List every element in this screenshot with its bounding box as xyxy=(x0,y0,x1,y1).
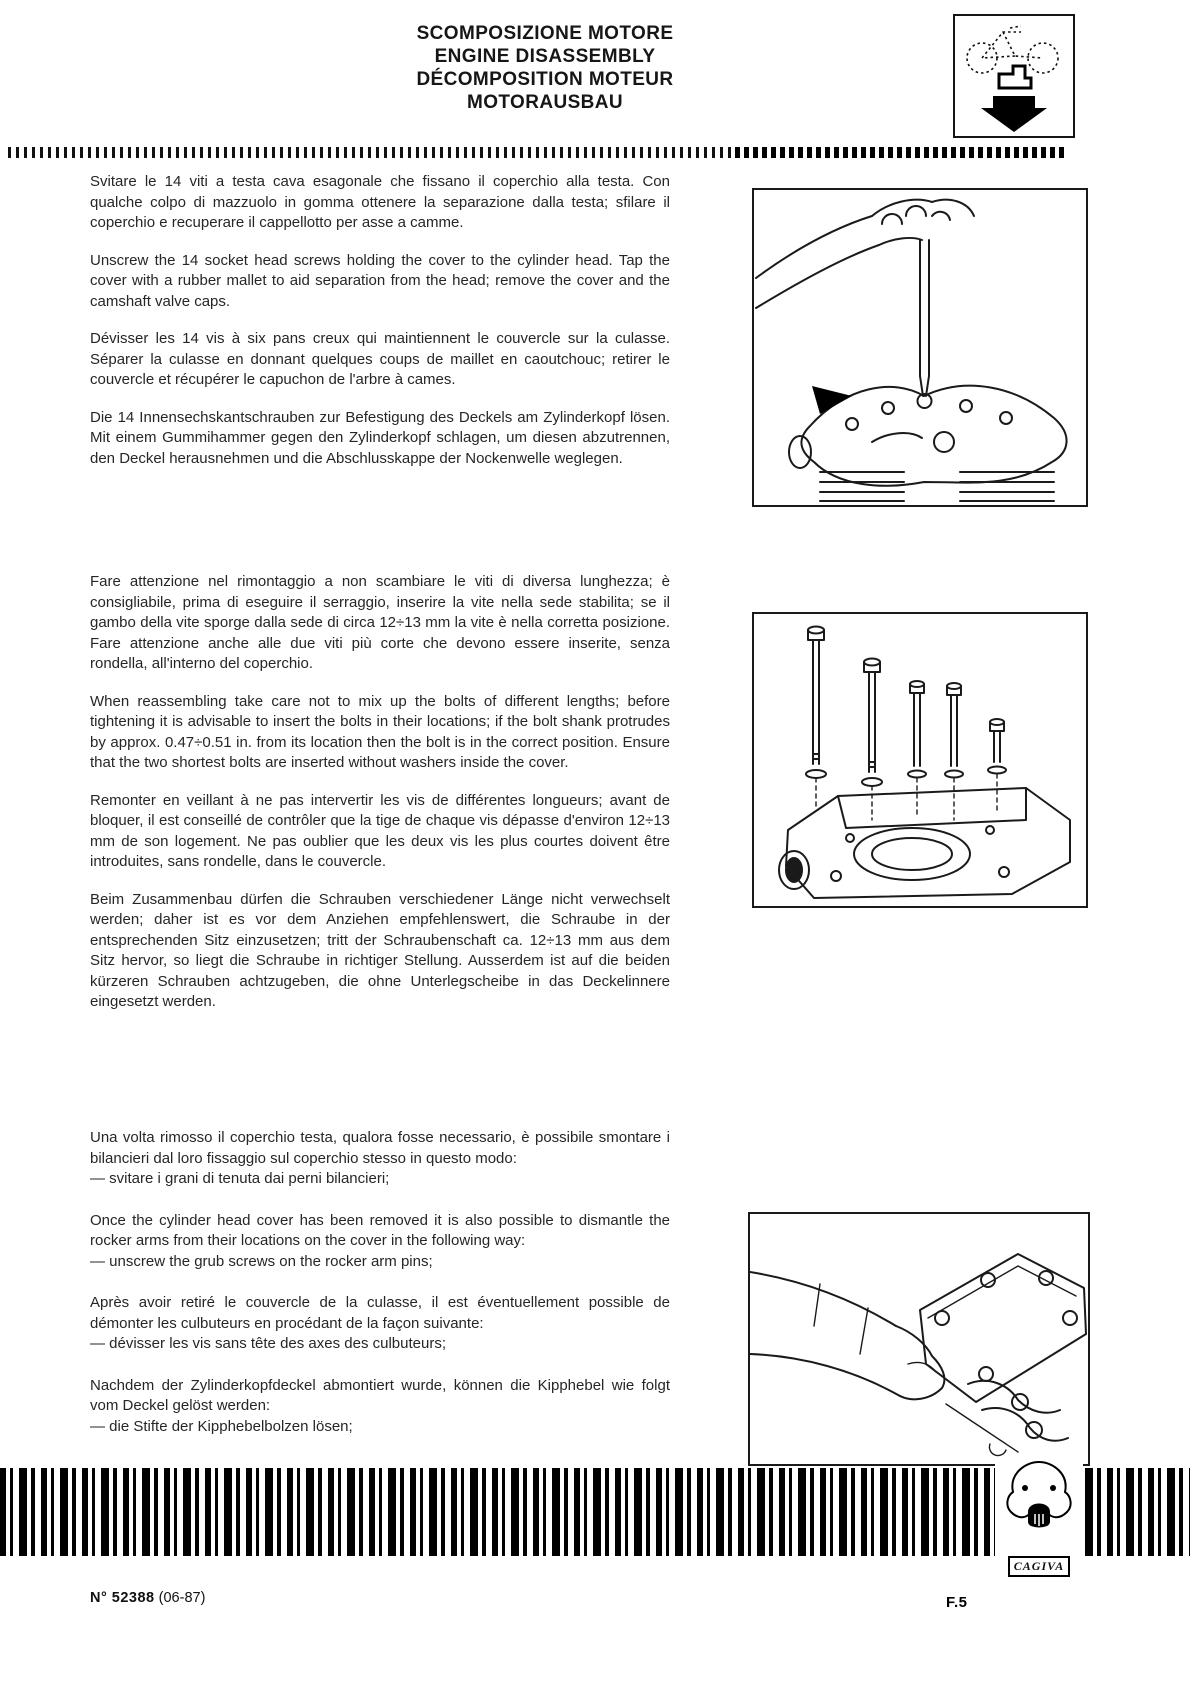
title-italian: SCOMPOSIZIONE MOTORE xyxy=(416,23,674,44)
page-title-block xyxy=(295,22,795,114)
paragraph-text: Après avoir retiré le couvercle de la culasse, il est éventuellement possible de démonter les culbuteurs en procédant de la façon suivante: xyxy=(90,1294,670,1332)
document-number xyxy=(90,1590,205,1606)
exploded-bolts-illustration xyxy=(754,614,1086,906)
paragraph-german: Beim Zusammenbau dürfen die Schrauben verschiedener Länge nicht verwechselt werden; daher ist es vor dem Anziehen empfehlenswert, die Schraube in der entsprechenden Sitz einzusetzen; tritt der Schraubenschaft ca. 12÷13 mm aus dem Sitz hervor, so liegt die Schraube in richtiger Stellung. Ausserdem ist auf die beiden kürzeren Schrauben achtzugeben, die ohne Unterlegscheibe in das Deckelinnere eingesetzt werden. xyxy=(90,890,670,1010)
title-english: ENGINE DISASSEMBLY xyxy=(434,46,656,67)
section-remove-cover xyxy=(90,172,670,486)
bullet-item: — dévisser les vis sans tête des axes des culbuteurs; xyxy=(90,1335,447,1352)
figure-unscrew-cover xyxy=(752,188,1088,507)
figure-rocker-arm-removal xyxy=(748,1212,1090,1466)
paragraph-text: Una volta rimosso il coperchio testa, qualora fosse necessario, è possibile smontare i bilancieri dal loro fissaggio sul coperchio stesso in questo modo: xyxy=(90,1129,670,1167)
paragraph-german xyxy=(90,1376,670,1438)
motorcycle-engine-icon xyxy=(955,16,1073,136)
section-bolt-lengths xyxy=(90,572,670,1030)
bullet-item: — unscrew the grub screws on the rocker arm pins; xyxy=(90,1252,433,1270)
paragraph-italian: Fare attenzione nel rimontaggio a non scambiare le viti di diversa lunghezza; è consigliabile, prima di eseguire il serraggio, inserire la vite nella sede stabilita; se il gambo della vite sporge dalla sede di circa 12÷13 mm la vite è nella corretta posizione. Fare attenzione anche alle due viti più corte che devono essere inserite, senza rondella, all'interno del coperchio. xyxy=(90,573,670,672)
elephant-logo-icon xyxy=(999,1458,1079,1554)
paragraph-english: Unscrew the 14 socket head screws holding the cover to the cylinder head. Tap the cover with a rubber mallet to aid separation from the head; remove the cover and the camshaft valve caps. xyxy=(90,251,670,310)
document-number-bold: N° 52388 xyxy=(90,1590,155,1606)
paragraph-french: Dévisser les 14 vis à six pans creux qui maintiennent le couvercle sur la culasse. Séparer la culasse en donnant quelques coups de maillet en caoutchouc; retirer le couvercle et récupérer le capuchon de l'arbre à cames. xyxy=(90,330,670,388)
paragraph-french: Remonter en veillant à ne pas intervertir les vis de différentes longueurs; avant de bloquer, il est conseillé de contrôler que la tige de chaque vis dépasse d'environ 12÷13 mm de son logement. Ne pas oublier que les deux vis les plus courtes doivent être introduites, sans rondelle, dans le couvercle. xyxy=(90,791,670,870)
page-reference: F.5 xyxy=(946,1594,968,1611)
paragraph-italian xyxy=(90,1128,670,1190)
paragraph-text: Once the cylinder head cover has been removed it is also possible to dismantle the rocker arms from their locations on the cover in the following way: xyxy=(90,1211,670,1249)
paragraph-italian: Svitare le 14 viti a testa cava esagonale che fissano il coperchio alla testa. Con qualche colpo di mazzuolo in gomma ottenere la separazione dalla testa; sfilare il coperchio e recuperare il cappellotto per asse a camme. xyxy=(90,173,670,231)
bullet-item: — svitare i grani di tenuta dai perni bilancieri; xyxy=(90,1170,390,1187)
paragraph-french xyxy=(90,1293,670,1355)
paragraph-english xyxy=(90,1211,670,1273)
paragraph-text: Nachdem der Zylinderkopfdeckel abmontiert wurde, können die Kipphebel wie folgt vom Deckel gelöst werden: xyxy=(90,1376,670,1414)
separator-band-bold xyxy=(735,147,1068,158)
title-french: DÉCOMPOSITION MOTEUR xyxy=(416,69,674,90)
document-number-suffix: (06-87) xyxy=(154,1590,206,1606)
section-rocker-arms xyxy=(90,1128,670,1458)
cylinder-head-unscrew-illustration xyxy=(754,190,1086,505)
brand-name: CAGIVA xyxy=(1008,1556,1070,1577)
engine-removal-icon xyxy=(953,14,1075,138)
paragraph-english: When reassembling take care not to mix up the bolts of different lengths; before tightening it is advisable to insert the bolts in their locations; if the bolt shank protrudes by approx. 0.47÷0.51 in. from its location then the bolt is in the correct position. Ensure that the two shortest bolts are inserted without washers inside the cover. xyxy=(90,692,670,771)
hands-holding-cover-illustration xyxy=(750,1214,1088,1464)
bullet-item: — die Stifte der Kipphebelbolzen lösen; xyxy=(90,1417,353,1435)
figure-bolt-lengths xyxy=(752,612,1088,908)
title-german: MOTORAUSBAU xyxy=(466,92,624,113)
paragraph-german: Die 14 Innensechskantschrauben zur Befestigung des Deckels am Zylinderkopf lösen. Mit einem Gummihammer gegen den Zylinderkopf schlagen, um diesen abzutrennen, den Deckel herausnehmen und die Abschlusskappe der Nockenwelle weglegen. xyxy=(90,408,670,467)
brand-logo xyxy=(995,1458,1083,1610)
